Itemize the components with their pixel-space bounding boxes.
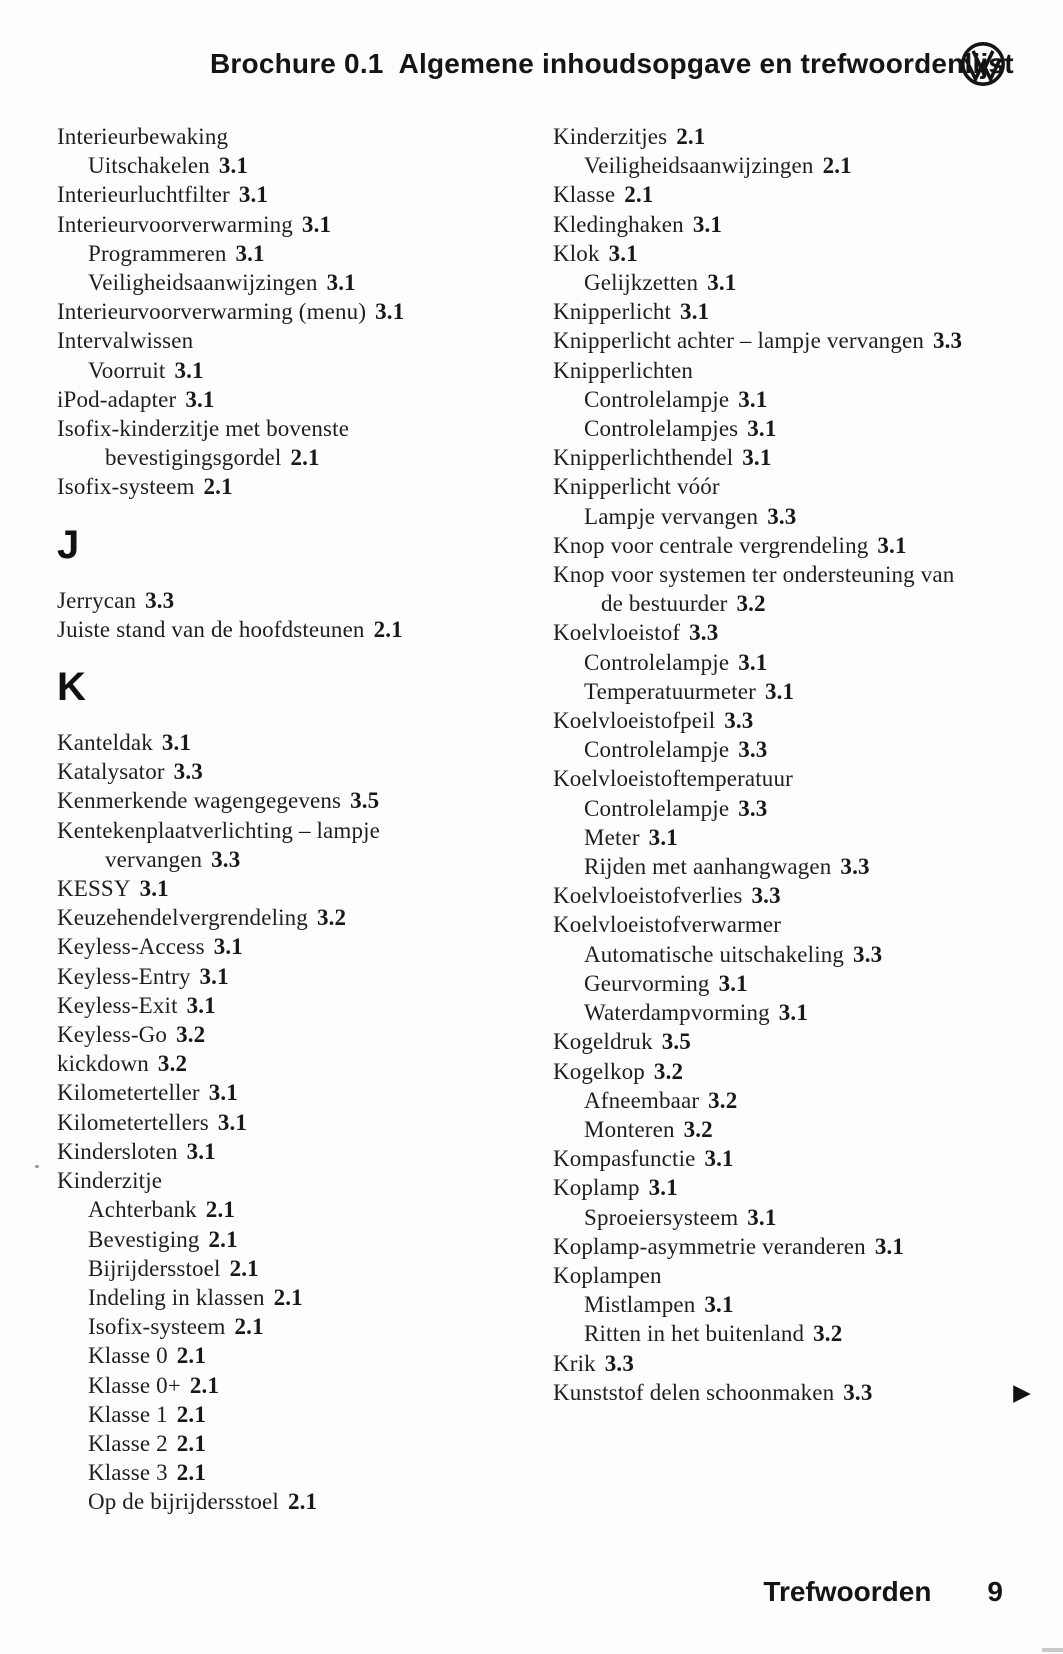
- entry-page-ref: 3.1: [208, 1080, 238, 1106]
- entry-label: vervangen: [105, 846, 203, 872]
- entry-page-ref: 3.1: [747, 1204, 777, 1230]
- index-entry: [57, 874, 527, 903]
- index-entry: [57, 1049, 527, 1078]
- index-entry: [57, 1487, 527, 1516]
- entry-label: Jerrycan: [57, 587, 137, 613]
- entry-page-ref: 2.1: [290, 445, 320, 471]
- entry-label: Keyless-Exit: [57, 992, 178, 1018]
- index-entry: [57, 414, 527, 443]
- entry-page-ref: 3.5: [350, 788, 380, 814]
- entry-page-ref: 3.2: [708, 1087, 738, 1113]
- entry-page-ref: 2.1: [205, 1197, 235, 1223]
- index-entry: [553, 910, 1033, 939]
- entry-label: Kinderzitje: [57, 1168, 163, 1194]
- entry-label: Controlelampje: [584, 737, 730, 763]
- index-entry: [553, 998, 1033, 1027]
- entry-label: Knipperlicht vóór: [553, 474, 720, 500]
- entry-label: Koplampen: [553, 1262, 662, 1288]
- entry-page-ref: 3.2: [813, 1321, 843, 1347]
- index-entry: [57, 991, 527, 1020]
- index-entry: [553, 648, 1033, 677]
- entry-label: Klasse 0: [88, 1343, 168, 1369]
- entry-page-ref: 2.1: [273, 1284, 303, 1310]
- entry-label: Veiligheidsaanwijzingen: [88, 270, 318, 296]
- entry-page-ref: 3.3: [145, 587, 175, 613]
- entry-page-ref: 3.1: [186, 1138, 216, 1164]
- entry-label: Kilometertellers: [57, 1109, 209, 1135]
- index-entry: [553, 297, 1033, 326]
- index-entry: [553, 180, 1033, 209]
- index-entry: [57, 122, 527, 151]
- entry-label: Indeling in klassen: [88, 1284, 265, 1310]
- entry-page-ref: 3.1: [648, 824, 678, 850]
- entry-page-ref: 3.1: [186, 992, 216, 1018]
- entry-page-ref: 3.1: [213, 934, 243, 960]
- entry-page-ref: 3.1: [738, 386, 768, 412]
- entry-page-ref: 2.1: [203, 474, 233, 500]
- entry-page-ref: 3.1: [235, 240, 265, 266]
- entry-label: Klasse 3: [88, 1460, 168, 1486]
- entry-page-ref: 2.1: [176, 1401, 206, 1427]
- entry-page-ref: 2.1: [176, 1430, 206, 1456]
- index-entry: [553, 1232, 1033, 1261]
- index-entry: [553, 589, 1033, 618]
- index-entry: [553, 794, 1033, 823]
- index-entry: [57, 443, 527, 472]
- entry-label: Koplamp-asymmetrie veranderen: [553, 1233, 866, 1259]
- index-entry: [553, 1027, 1033, 1056]
- entry-label: Mistlampen: [584, 1292, 696, 1318]
- entry-label: Keuzehendelvergrendeling: [57, 905, 308, 931]
- entry-label: Controlelampje: [584, 386, 730, 412]
- index-entry: [553, 764, 1033, 793]
- entry-label: iPod-adapter: [57, 386, 177, 412]
- entry-label: Koelvloeistofpeil: [553, 708, 716, 734]
- entry-label: Keyless-Entry: [57, 963, 191, 989]
- entry-page-ref: 3.1: [218, 153, 249, 179]
- entry-page-ref: 3.1: [707, 270, 737, 296]
- entry-page-ref: 3.3: [933, 328, 963, 354]
- entry-label: Knipperlicht achter – lampje vervangen: [553, 328, 924, 354]
- entry-label: Bijrijdersstoel: [88, 1255, 221, 1281]
- entry-label: Kogelkop: [553, 1058, 645, 1084]
- index-entry: [553, 414, 1033, 443]
- entry-label: Kindersloten: [57, 1138, 178, 1164]
- entry-page-ref: 3.2: [157, 1051, 188, 1077]
- continuation-arrow-icon: ▶: [1013, 1379, 1031, 1406]
- index-entry: [553, 268, 1033, 297]
- index-entry: [553, 1349, 1033, 1378]
- index-entry: [553, 1086, 1033, 1115]
- index-entry: [57, 757, 527, 786]
- index-entry: [553, 735, 1033, 764]
- entry-label: kickdown: [57, 1051, 149, 1077]
- index-entry: [553, 1144, 1033, 1173]
- entry-label: Knipperlicht: [553, 299, 672, 325]
- index-entry: [57, 1166, 527, 1195]
- index-entry: [553, 1261, 1033, 1290]
- entry-label: Bevestiging: [88, 1226, 200, 1252]
- index-entry: [57, 385, 527, 414]
- entry-page-ref: 3.1: [692, 211, 723, 237]
- index-entry: [57, 1225, 527, 1254]
- page-number: 9: [987, 1576, 1003, 1607]
- entry-label: Kenmerkende wagengegevens: [57, 788, 342, 814]
- index-entry: [553, 151, 1033, 180]
- entry-label: Lampje vervangen: [584, 503, 759, 529]
- brochure-label: Brochure 0.1: [210, 48, 384, 79]
- entry-label: Kilometerteller: [57, 1080, 200, 1106]
- index-entry: [57, 1458, 527, 1487]
- entry-label: Keyless-Go: [57, 1022, 168, 1048]
- index-entry: [553, 706, 1033, 735]
- index-entry: [57, 1429, 527, 1458]
- index-entry: [57, 816, 527, 845]
- entry-page-ref: 3.1: [174, 357, 204, 383]
- entry-label: Interieurvoorverwarming (menu): [57, 299, 367, 325]
- entry-page-ref: 3.1: [738, 649, 768, 675]
- entry-label: Klok: [553, 240, 600, 266]
- index-entry: [57, 1400, 527, 1429]
- entry-page-ref: 3.3: [173, 759, 203, 785]
- index-entry: [57, 1195, 527, 1224]
- index-entry: [553, 852, 1033, 881]
- entry-page-ref: 3.3: [843, 1379, 873, 1405]
- entry-label: Klasse 1: [88, 1401, 168, 1427]
- entry-page-ref: 3.1: [326, 270, 356, 296]
- entry-label: Geurvorming: [584, 970, 710, 996]
- entry-label: Kinderzitjes: [553, 124, 668, 149]
- entry-label: de bestuurder: [601, 591, 728, 617]
- entry-label: Keyless-Access: [57, 934, 205, 960]
- index-entry: [553, 618, 1033, 647]
- entry-page-ref: 3.1: [747, 416, 777, 442]
- section-letter-k: K: [57, 665, 86, 710]
- index-entry: [553, 385, 1033, 414]
- entry-page-ref: 3.3: [751, 883, 781, 909]
- index-entry: [553, 677, 1033, 706]
- entry-page-ref: 2.1: [176, 1343, 206, 1369]
- entry-page-ref: 2.1: [189, 1372, 220, 1398]
- entry-label: Intervalwissen: [57, 328, 194, 354]
- entry-page-ref: 3.1: [718, 970, 748, 996]
- entry-label: bevestigingsgordel: [105, 445, 282, 471]
- entry-label: Klasse 2: [88, 1430, 168, 1456]
- entry-label: Interieurbewaking: [57, 124, 229, 149]
- entry-label: Knop voor systemen ter ondersteuning van: [553, 562, 955, 588]
- index-entry: [57, 356, 527, 385]
- vw-logo-icon: [960, 41, 1006, 87]
- index-entry: [553, 443, 1033, 472]
- index-entry: [57, 728, 527, 757]
- index-entry: [57, 1137, 527, 1166]
- entry-label: Interieurluchtfilter: [57, 182, 230, 208]
- entry-label: Knop voor centrale vergrendeling: [553, 532, 869, 558]
- entry-label: Gelijkzetten: [584, 270, 699, 296]
- entry-page-ref: 3.1: [877, 532, 907, 558]
- index-entry: [553, 823, 1033, 852]
- entry-label: Isofix-systeem: [88, 1314, 226, 1340]
- entry-page-ref: 3.1: [778, 1000, 808, 1026]
- index-entry: [553, 1115, 1033, 1144]
- entry-page-ref: 3.3: [767, 503, 797, 529]
- entry-page-ref: 3.1: [874, 1233, 905, 1259]
- entry-label: Koelvloeistoftemperatuur: [553, 766, 793, 792]
- entry-page-ref: 3.3: [689, 620, 719, 646]
- entry-page-ref: 3.1: [704, 1292, 734, 1318]
- entry-label: Achterbank: [88, 1197, 197, 1223]
- entry-page-ref: 3.1: [199, 963, 229, 989]
- entry-page-ref: 3.3: [738, 795, 768, 821]
- index-entry: [57, 962, 527, 991]
- entry-page-ref: 3.3: [604, 1350, 634, 1376]
- index-entry: [553, 1319, 1033, 1348]
- entry-label: Klasse 0+: [88, 1372, 181, 1398]
- entry-page-ref: 3.1: [648, 1175, 678, 1201]
- entry-page-ref: 3.1: [161, 730, 192, 756]
- entry-page-ref: 2.1: [373, 616, 403, 642]
- index-entry: [553, 1057, 1033, 1086]
- entry-label: Meter: [584, 824, 640, 850]
- index-entry: [553, 122, 1033, 151]
- index-entry: [57, 326, 527, 355]
- index-entry: [57, 1341, 527, 1370]
- entry-page-ref: 3.3: [840, 854, 870, 880]
- entry-label: Kentekenplaatverlichting – lampje: [57, 817, 380, 843]
- entry-label: Controlelampjes: [584, 416, 739, 442]
- entry-label: Koelvloeistof: [553, 620, 681, 646]
- index-entry: [57, 1108, 527, 1137]
- entry-page-ref: 3.3: [211, 846, 241, 872]
- entry-page-ref: 3.3: [738, 737, 768, 763]
- index-entry: [553, 940, 1033, 969]
- entry-label: Isofix-kinderzitje met bovenste: [57, 416, 350, 442]
- entry-label: Sproeiersysteem: [584, 1204, 739, 1230]
- entry-page-ref: 3.1: [764, 678, 795, 704]
- entry-page-ref: 2.1: [208, 1226, 238, 1252]
- index-entry: [553, 1290, 1033, 1319]
- entry-label: Interieurvoorverwarming: [57, 211, 293, 237]
- entry-label: Controlelampje: [584, 795, 730, 821]
- entry-page-ref: 3.1: [301, 211, 332, 237]
- entry-label: Rijden met aanhangwagen: [584, 854, 832, 880]
- entry-label: Uitschakelen: [88, 153, 210, 179]
- entry-page-ref: 2.1: [229, 1255, 259, 1281]
- index-entry: [553, 969, 1033, 998]
- entry-page-ref: 3.1: [139, 876, 169, 902]
- entry-page-ref: 2.1: [234, 1314, 264, 1340]
- index-entry: [57, 1020, 527, 1049]
- index-entry: [57, 180, 527, 209]
- entry-page-ref: 3.2: [176, 1022, 206, 1048]
- entry-label: Veiligheidsaanwijzingen: [584, 153, 814, 179]
- index-left-column: [57, 122, 527, 1517]
- footer-label: Trefwoorden: [763, 1576, 932, 1607]
- index-entry: [57, 586, 527, 615]
- entry-page-ref: 2.1: [176, 1460, 206, 1486]
- entry-page-ref: 3.1: [217, 1109, 248, 1135]
- index-entry: [553, 1378, 1033, 1407]
- entry-label: Koelvloeistofverlies: [553, 883, 743, 909]
- index-entry: [57, 932, 527, 961]
- entry-label: KESSY: [57, 876, 131, 902]
- section-letter-j: J: [57, 522, 80, 567]
- entry-label: Automatische uitschakeling: [584, 941, 845, 967]
- entry-label: Ritten in het buitenland: [584, 1321, 805, 1347]
- entry-label: Isofix-systeem: [57, 474, 195, 500]
- page-footer: [0, 1576, 1003, 1608]
- entry-page-ref: 3.1: [375, 299, 405, 325]
- entry-page-ref: 3.2: [736, 591, 766, 617]
- entry-label: Kledinghaken: [553, 211, 684, 237]
- index-entry: [553, 239, 1033, 268]
- entry-page-ref: 3.1: [742, 445, 772, 471]
- index-entry: [553, 1203, 1033, 1232]
- index-entry: [553, 560, 1033, 589]
- index-entry: [553, 326, 1033, 355]
- index-entry: [553, 356, 1033, 385]
- entry-page-ref: 3.1: [608, 240, 638, 266]
- index-entry: [553, 210, 1033, 239]
- entry-page-ref: 3.1: [238, 182, 269, 208]
- index-entry: [57, 1254, 527, 1283]
- entry-label: Afneembaar: [584, 1087, 700, 1113]
- entry-page-ref: 2.1: [676, 124, 706, 149]
- entry-page-ref: 3.1: [680, 299, 710, 325]
- index-entry: [57, 210, 527, 239]
- scan-artifact-corner: [1042, 1648, 1063, 1652]
- entry-page-ref: 3.1: [704, 1146, 734, 1172]
- index-entry: [57, 1283, 527, 1312]
- entry-label: Kunststof delen schoonmaken: [553, 1379, 835, 1405]
- scan-artifact-dot: [35, 1165, 39, 1168]
- index-entry: [553, 472, 1033, 501]
- entry-page-ref: 2.1: [822, 153, 852, 179]
- entry-label: Knipperlichten: [553, 357, 694, 383]
- entry-label: Temperatuurmeter: [584, 678, 756, 704]
- index-entry: [57, 472, 527, 501]
- entry-page-ref: 3.1: [185, 386, 215, 412]
- entry-label: Koplamp: [553, 1175, 640, 1201]
- entry-page-ref: 2.1: [624, 182, 654, 208]
- entry-page-ref: 3.5: [661, 1029, 691, 1055]
- index-entry: [57, 268, 527, 297]
- index-entry: [57, 845, 527, 874]
- entry-label: Kompasfunctie: [553, 1146, 696, 1172]
- index-entry: [57, 903, 527, 932]
- entry-page-ref: 2.1: [287, 1489, 318, 1515]
- index-entry: [57, 239, 527, 268]
- entry-label: Klasse: [553, 182, 616, 208]
- index-entry: [57, 1371, 527, 1400]
- index-entry: [57, 1312, 527, 1341]
- index-entry: [553, 531, 1033, 560]
- index-entry: [57, 615, 527, 644]
- entry-label: Programmeren: [88, 240, 227, 266]
- entry-label: Kanteldak: [57, 730, 153, 756]
- entry-label: Koelvloeistofverwarmer: [553, 912, 782, 938]
- entry-label: Kogeldruk: [553, 1029, 653, 1055]
- index-entry: [57, 1078, 527, 1107]
- entry-label: Op de bijrijdersstoel: [88, 1489, 279, 1515]
- entry-label: Voorruit: [88, 357, 166, 383]
- entry-label: Krik: [553, 1350, 596, 1376]
- entry-page-ref: 3.3: [724, 708, 754, 734]
- entry-page-ref: 3.2: [316, 905, 347, 931]
- index-right-column: [553, 122, 1033, 1407]
- index-entry: [553, 502, 1033, 531]
- index-entry: [57, 297, 527, 326]
- page-header: [210, 48, 1014, 80]
- index-entry: [553, 1173, 1033, 1202]
- index-entry: [57, 786, 527, 815]
- index-entry: [57, 151, 527, 180]
- page-title: Algemene inhoudsopgave en trefwoordenlijst: [398, 48, 1014, 79]
- entry-page-ref: 3.2: [683, 1116, 713, 1142]
- entry-label: Knipperlichthendel: [553, 445, 734, 471]
- index-entry: [553, 881, 1033, 910]
- entry-page-ref: 3.3: [853, 941, 883, 967]
- entry-label: Waterdampvorming: [584, 1000, 770, 1026]
- entry-label: Juiste stand van de hoofdsteunen: [57, 616, 365, 642]
- entry-label: Monteren: [584, 1116, 675, 1142]
- entry-page-ref: 3.2: [653, 1058, 684, 1084]
- entry-label: Controlelampje: [584, 649, 730, 675]
- entry-label: Katalysator: [57, 759, 165, 785]
